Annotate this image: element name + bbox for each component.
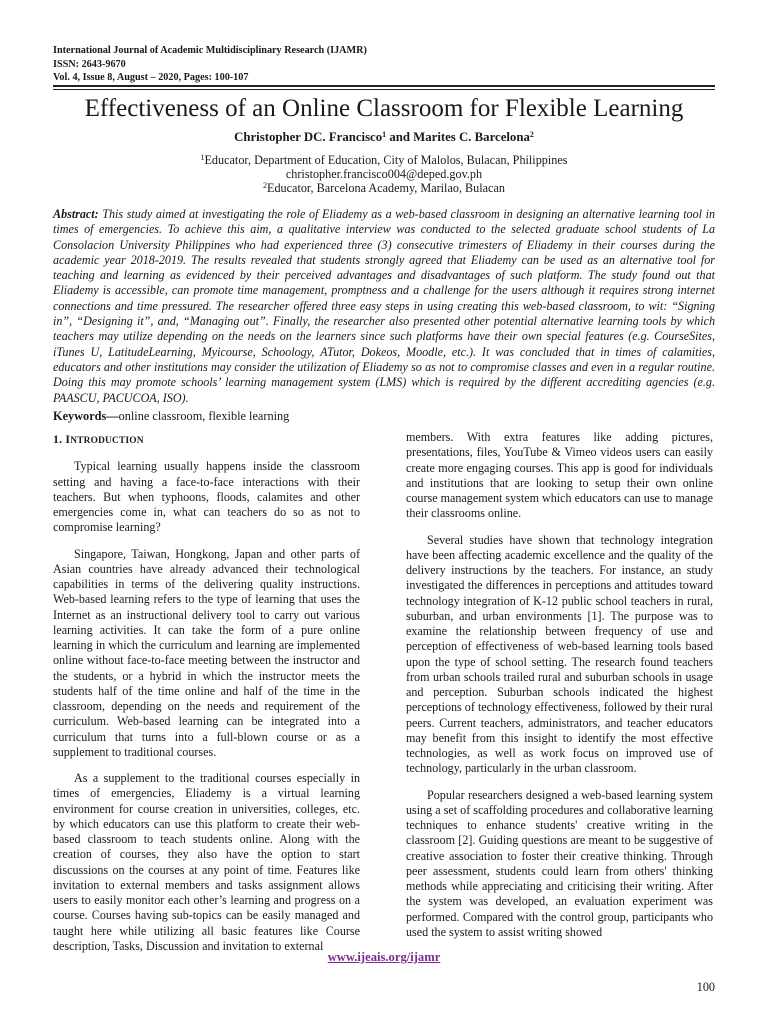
affiliation-1-sup: 1 (200, 153, 205, 162)
paragraph: As a supplement to the traditional courses especially in times of emergencies, Eliademy is a virtual learning environment for course creation in universities, colleges, etc. by which educators can use this platform to create their web-based classroom to teach students online. Along with the creation of courses, they also have the option to start discussions on the courses at any point of time. Features like invitation to external members and tasks assignment allows users to easily monitor each other’s learning and progress on a course. Courses having sub-topics can be easily managed and taught here while utilizing all basic features like Course description, Tasks, Discussion and invitation to external (53, 771, 360, 953)
author-2: Marites C. Barcelona (413, 130, 530, 144)
paragraph: Several studies have shown that technology integration have been affecting academic excellence and the quality of the delivery instructions by the teachers. For instance, an study investigated the differences in perceptions and attitudes toward technology integration of K-12 public school teachers in rural, suburban, and urban environments [1]. The purpose was to examine the relationship between frequency of use and perception of effectiveness of web-based learning tools based upon the type of school setting. The research found teachers from urban schools trailed rural and suburban schools in usage and perception. Suburban schools indicated the highest perceptions of technology effectiveness, followed by their rural peers. Current teachers, administrators, and teacher educators may benefit from this insight to identify the most effective technologies, as well as work focus on improved use of technology, particularly in the urban classroom. (406, 532, 713, 776)
journal-issn: ISSN: 2643-9670 (53, 58, 126, 70)
abstract-text: This study aimed at investigating the role of Eliademy as a web-based classroom in designing an alternative learning tool in times of emergencies. To achieve this aim, a qualitative interview was conducted to the selected graduate school students of La Consolacion University Philippines who had experienced three (3) consecutive trimesters of Eliademy in their courses during the academic year 2018-2019. The results revealed that students strongly agreed that Eliademy can be used as an alternative tool for teaching and learning as evidenced by their perceived advantages and disadvantages of such platform. The study found out that Eliademy is accessible, can promote time management, promptness and a challenge for the users although it requires strong internet connections and time pressured. The researcher offered three easy steps in using creating this web-based classroom, to wit: “Signing in”, “Designing it”, and, “Managing out”. Finally, the researcher also presented other potential alternative learning tools by which teachers may utilize depending on the needs on the learners since such platforms have their own special features (e.g. CourseSites, iTunes U, LatitudeLearning, Myicourse, Schoology, ATutor, Dokeos, Moodle, etc.). It was concluded that in times of calamities, educators and other institutions may consider the utilization of Eliademy so as not to compromise classes and even in a regular routine. Doing this may promote schools’ learning management system (LMS) which is required by the different accrediting agencies (e.g. PAASCU, PACUCOA, ISO). (53, 207, 715, 405)
header-rule-thick (53, 85, 715, 87)
abstract-label: Abstract: (53, 207, 99, 221)
keywords-text: online classroom, flexible learning (118, 409, 290, 423)
abstract (53, 207, 715, 406)
paragraph: Singapore, Taiwan, Hongkong, Japan and other parts of Asian countries have already advanced their technological capabilities in terms of the delivering quality instructions. Web-based learning refers to the type of learning that uses the Internet as an instructional delivery tool to carry out various learning activities. It can take the form of a pure online learning in which the curriculum and learning are implemented online without face-to-face meeting between the instructor and the students, or a hybrid in which the instructor meets the students half of the time online and half of the time in the classroom, depending on the needs and requirement of the curriculum. Web-based learning can be integrated into a curriculum that turns into a full-blown course or as a supplement to traditional courses. (53, 546, 360, 759)
author-line (53, 130, 715, 145)
journal-website-link[interactable]: www.ijeais.org/ijamr (327, 950, 441, 964)
author-1-sup: 1 (382, 130, 387, 139)
page-number: 100 (696, 980, 715, 994)
journal-header (53, 44, 367, 85)
affiliation-2-sup: 2 (263, 181, 267, 190)
paragraph: members. With extra features like adding pictures, presentations, files, YouTube & Vimeo videos users can easily create more engaging courses. This app is good for individuals and institutions that are looking to setup their own online course management system which educators can use to manage their classrooms online. (406, 430, 713, 521)
affiliation-2: $^2$Educator, Barcelona Academy, Marilao, Bulacan (263, 181, 505, 195)
author-1: Christopher DC. Francisco (234, 130, 383, 144)
keywords (53, 409, 289, 424)
journal-name: International Journal of Academic Multidisciplinary Research (IJAMR) (53, 45, 367, 56)
right-column (406, 430, 713, 951)
author-email: christopher.francisco004@deped.gov.ph (285, 167, 483, 181)
author-2-sup: 2 (529, 130, 534, 139)
left-column (53, 432, 360, 965)
paper-title: Effectiveness of an Online Classroom for Flexible Learning (84, 95, 684, 122)
paragraph: Popular researchers designed a web-based learning system using a set of scaffolding procedures and collaborative learning techniques to enhance students' creative writing in the classroom [2]. Guiding questions are meant to be suggestive of creative association to foster their creative thinking. Through peer assessment, students could learn from others' thinking methods while appreciating and criticising their writing. After the system was developed, an evaluation experiment was performed. Compared with the control group, participants who used the system to assist writing showed (406, 787, 713, 939)
paragraph: Typical learning usually happens inside the classroom setting and having a face-to-face interactions with their teachers. But when typhoons, floods, calamites and other emergencies come in, what can teachers do so as not to compromise learning? (53, 459, 360, 535)
keywords-label: Keywords— (53, 409, 119, 423)
journal-volume: Vol. 4, Issue 8, August – 2020, Pages: 100-107 (53, 72, 249, 83)
affiliation-1: $^1$Educator, Department of Education, City of Malolos, Bulacan, Philippines (200, 153, 568, 167)
section-heading-introduction: 1. INTRODUCTION (53, 432, 144, 446)
header-rule-thin (53, 89, 715, 90)
author-and: and (386, 130, 414, 144)
